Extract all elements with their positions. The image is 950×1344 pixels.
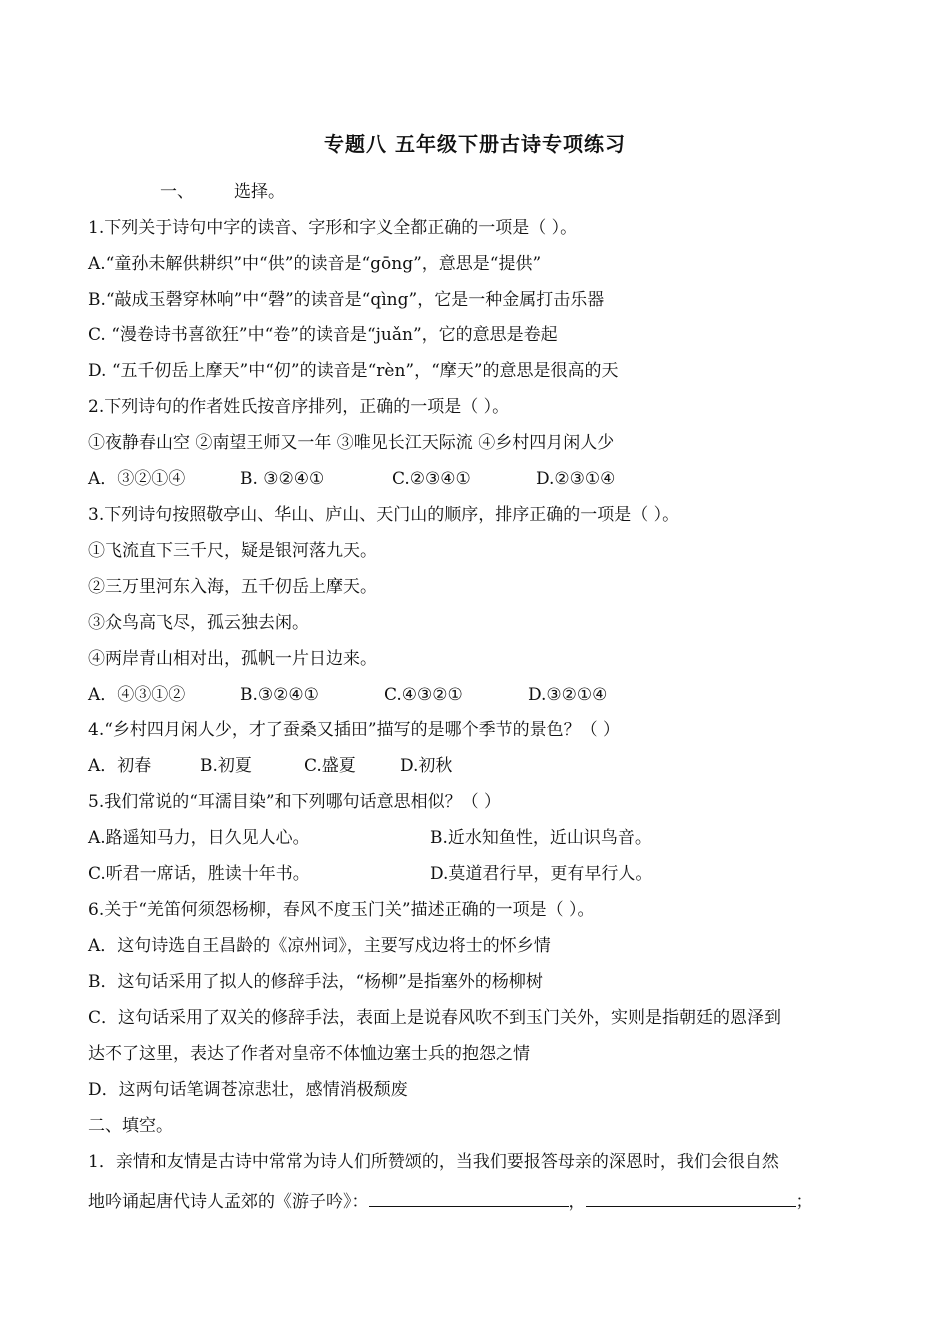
question-4-options [88,754,452,778]
question-3-option-b: B.③②④① [240,685,319,705]
question-6-option-c-line-1: C．这句话采用了双关的修辞手法，表面上是说春风吹不到玉门关外，实则是指朝廷的恩泽到 [88,1008,782,1028]
fill-1-prompt: 地吟诵起唐代诗人孟郊的《游子吟》： [88,1192,369,1212]
comma: ， [568,1192,586,1212]
question-4-option-a: A．初春 [88,756,152,776]
question-2-items: ①夜静春山空 ②南望王师又一年 ③唯见长江天际流 ④乡村四月闲人少 [88,433,615,453]
question-3-options [88,683,607,707]
question-1-stem: 1.下列关于诗句中字的读音、字形和字义全都正确的一项是（ ）。 [88,218,578,238]
section-number: 一、 [160,182,194,202]
fill-1-line-1: 1．亲情和友情是古诗中常常为诗人们所赞颂的，当我们要报答母亲的深恩时，我们会很自然 [88,1152,779,1172]
question-5-option-a: A.路遥知马力，日久见人心。 [88,828,310,848]
question-3-option-c: C.④③②① [384,685,463,705]
page-title: 专题八 五年级下册古诗专项练习 [324,132,626,156]
question-3-item-3: ③众鸟高飞尽，孤云独去闲。 [88,613,309,633]
question-2-option-d: D.②③①④ [536,469,616,489]
question-2-option-b: B. ③②④① [240,469,325,489]
question-1-option-c: C. “漫卷诗书喜欲狂”中“卷”的读音是“juǎn”，它的意思是卷起 [88,325,558,345]
question-6-stem: 6.关于“羌笛何须怨杨柳，春风不度玉门关”描述正确的一项是（ ）。 [88,900,595,920]
question-5-option-b: B.近水知鱼性，近山识鸟音。 [430,828,652,848]
question-2-stem: 2.下列诗句的作者姓氏按音序排列，正确的一项是（ ）。 [88,397,510,417]
question-1-option-b: B.“敲成玉磬穿林响”中“磬”的读音是“qìng”，它是一种金属打击乐器 [88,290,605,310]
answer-blank-2[interactable] [586,1188,796,1207]
question-2-option-a: A．③②①④ [88,469,186,489]
question-5-option-c: C.听君一席话，胜读十年书。 [88,864,310,884]
question-5-option-d: D.莫道君行早，更有早行人。 [430,864,653,884]
question-6-option-b: B．这句话采用了拟人的修辞手法，“杨柳”是指塞外的杨柳树 [88,972,543,992]
fill-1-line-2 [88,1188,813,1214]
question-5-options-row-1 [88,826,868,850]
answer-blank-1[interactable] [369,1188,569,1207]
question-2-options [88,467,615,491]
section-heading-1 [160,180,285,204]
question-3-option-a: A．④③①② [88,685,186,705]
question-2-option-c: C.②③④① [392,469,471,489]
question-3-stem: 3.下列诗句按照敬亭山、华山、庐山、天门山的顺序，排序正确的一项是（ ）。 [88,505,680,525]
question-1-option-a: A.“童孙未解供耕织”中“供”的读音是“gōng”，意思是“提供” [88,254,542,274]
question-4-option-d: D.初秋 [400,756,453,776]
question-3-item-4: ④两岸青山相对出，孤帆一片日边来。 [88,649,377,669]
question-4-option-b: B.初夏 [200,756,252,776]
question-5-options-row-2 [88,862,868,886]
question-4-option-c: C.盛夏 [304,756,356,776]
question-3-option-d: D.③②①④ [528,685,608,705]
semicolon: ； [795,1192,813,1212]
question-6-option-d: D．这两句话笔调苍凉悲壮，感情消极颓废 [88,1080,408,1100]
question-6-option-c-line-2: 达不了这里，表达了作者对皇帝不体恤边塞士兵的抱怨之情 [88,1044,530,1064]
question-3-item-2: ②三万里河东入海，五千仞岳上摩天。 [88,577,377,597]
question-4-stem: 4.“乡村四月闲人少，才了蚕桑又插田”描写的是哪个季节的景色？（ ） [88,720,621,740]
question-3-item-1: ①飞流直下三千尺，疑是银河落九天。 [88,541,377,561]
question-6-option-a: A．这句诗选自王昌龄的《凉州词》，主要写戍边将士的怀乡情 [88,936,551,956]
section-label: 选择。 [234,182,285,202]
question-1-option-d: D. “五千仞岳上摩天”中“仞”的读音是“rèn”，“摩天”的意思是很高的天 [88,361,619,381]
question-5-stem: 5.我们常说的“耳濡目染”和下列哪句话意思相似？（ ） [88,792,502,812]
section-heading-2: 二、填空。 [88,1116,173,1136]
